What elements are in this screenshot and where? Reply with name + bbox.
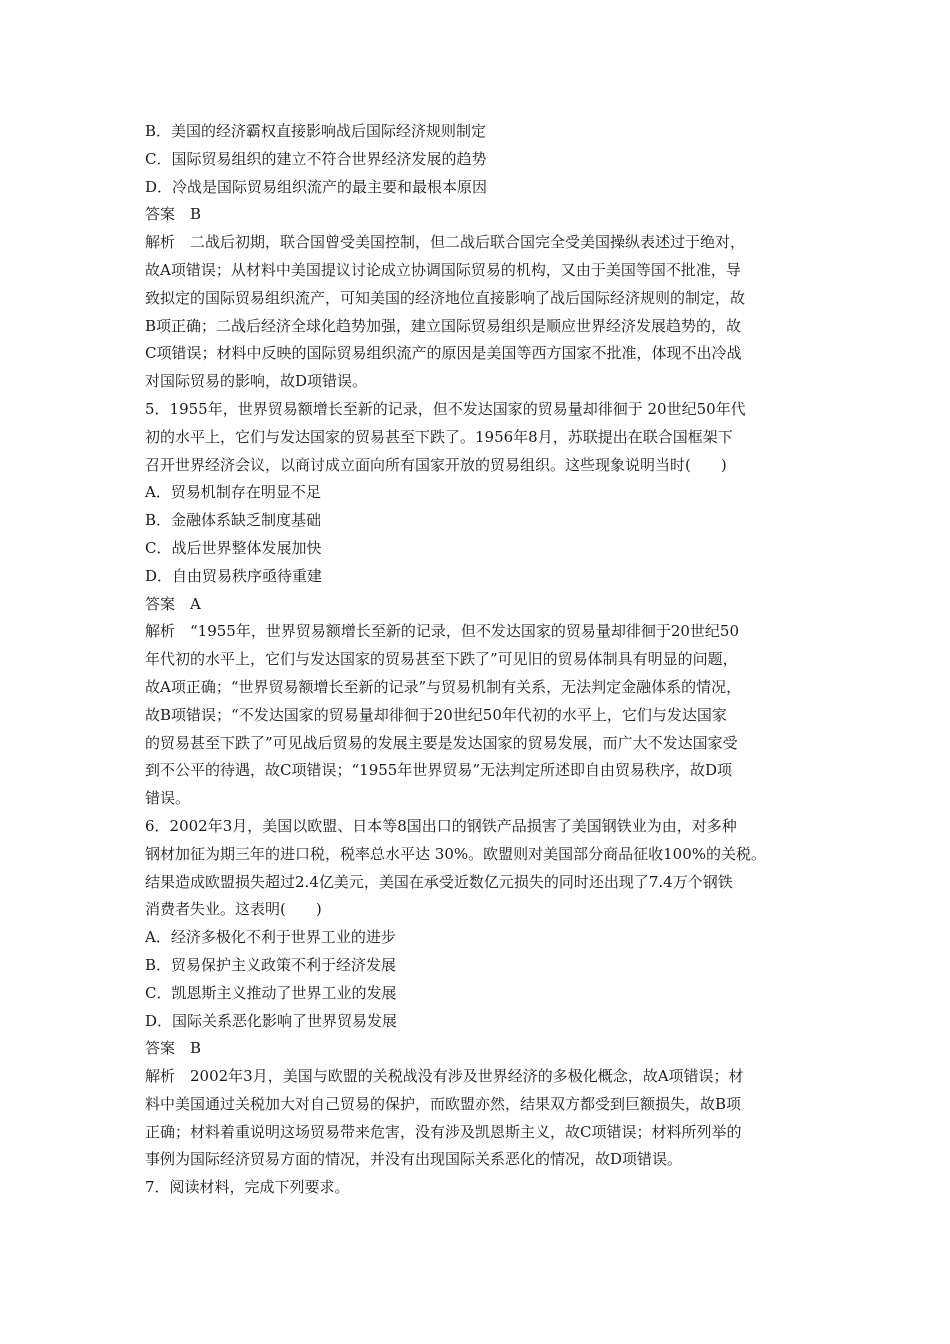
- q5-stem-line-3: 召开世界经济会议，以商讨成立面向所有国家开放的贸易组织。这些现象说明当时( ): [145, 455, 727, 474]
- q6-analysis-line-2: 料中美国通过关税加大对自己贸易的保护，而欧盟亦然，结果双方都受到巨额损失，故B项: [145, 1094, 742, 1113]
- q5-analysis-line-3: 故A项正确；“世界贸易额增长至新的记录”与贸易机制有关系，无法判定金融体系的情况，: [145, 677, 742, 696]
- q6-analysis-line-4: 事例为国际经济贸易方面的情况，并没有出现国际关系恶化的情况，故D项错误。: [145, 1150, 683, 1169]
- q6-analysis-line-3: 正确；材料着重说明这场贸易带来危害，没有涉及凯恩斯主义，故C项错误；材料所列举的: [145, 1122, 742, 1141]
- q6-option-c: C．凯恩斯主义推动了世界工业的发展: [145, 983, 397, 1002]
- q4-analysis-line-6: 对国际贸易的影响，故D项错误。: [145, 372, 368, 391]
- q4-analysis-line-3: 致拟定的国际贸易组织流产，可知美国的经济地位直接影响了战后国际经济规则的制定，故: [145, 288, 746, 307]
- q5-stem-line-2: 初的水平上，它们与发达国家的贸易甚至下跌了。1956年8月，苏联提出在联合国框架下: [145, 427, 733, 446]
- q6-stem-line-4: 消费者失业。这表明( ): [145, 900, 322, 919]
- q4-analysis-line-5: C项错误；材料中反映的国际贸易组织流产的原因是美国等西方国家不批准，体现不出冷战: [145, 344, 742, 363]
- q5-analysis-line-2: 年代初的水平上，它们与发达国家的贸易甚至下跌了”可见旧的贸易体制具有明显的问题，: [145, 650, 738, 669]
- q5-analysis-line-6: 到不公平的待遇，故C项错误；“1955年世界贸易”无法判定所述即自由贸易秩序，故D项: [145, 761, 733, 780]
- q6-stem-line-1: 6．2002年3月，美国以欧盟、日本等8国出口的钢铁产品损害了美国钢铁业为由，对多种: [145, 816, 737, 835]
- q4-option-b: B．美国的经济霸权直接影响战后国际经济规则制定: [145, 122, 487, 140]
- q6-analysis-line-1: 解析 2002年3月，美国与欧盟的关税战没有涉及世界经济的多极化概念，故A项错误；材: [145, 1067, 744, 1086]
- q4-analysis-line-2: 故A项错误；从材料中美国提议讨论成立协调国际贸易的机构，又由于美国等国不批准，导: [145, 260, 741, 279]
- q6-option-d: D．国际关系恶化影响了世界贸易发展: [145, 1011, 398, 1030]
- q6-option-b: B．贸易保护主义政策不利于经济发展: [145, 955, 397, 974]
- q4-analysis-line-1: 解析 二战后初期，联合国曾受美国控制，但二战后联合国完全受美国操纵表述过于绝对，: [145, 233, 746, 252]
- q5-option-a: A．贸易机制存在明显不足: [145, 483, 321, 502]
- q6-option-a: A．经济多极化不利于世界工业的进步: [145, 928, 396, 947]
- q6-stem-line-3: 结果造成欧盟损失超过2.4亿美元，美国在承受近数亿元损失的同时还出现了7.4万个钢铁: [145, 872, 733, 891]
- q7-stem: 7．阅读材料，完成下列要求。: [145, 1178, 350, 1197]
- q5-option-c: C．战后世界整体发展加快: [145, 538, 322, 557]
- q4-option-c: C．国际贸易组织的建立不符合世界经济发展的趋势: [145, 149, 487, 168]
- q6-answer: 答案 B: [145, 1039, 202, 1058]
- q5-stem-line-1: 5．1955年，世界贸易额增长至新的记录，但不发达国家的贸易量却徘徊于 20世纪50年代: [145, 399, 746, 418]
- q5-option-d: D．自由贸易秩序亟待重建: [145, 566, 323, 585]
- q6-stem-line-2: 钢材加征为期三年的进口税，税率总水平达 30%。欧盟则对美国部分商品征收100%的关税。: [145, 844, 766, 863]
- q5-answer: 答案 A: [145, 594, 201, 613]
- q5-analysis-line-5: 的贸易甚至下跌了”可见战后贸易的发展主要是发达国家的贸易发展，而广大不发达国家受: [145, 733, 738, 752]
- q4-option-d: D．冷战是国际贸易组织流产的最主要和最根本原因: [145, 177, 488, 196]
- q4-answer: 答案 B: [145, 205, 202, 224]
- q5-analysis-line-1: 解析 “1955年，世界贸易额增长至新的记录，但不发达国家的贸易量却徘徊于20世纪50: [145, 622, 740, 641]
- q5-option-b: B．金融体系缺乏制度基础: [145, 511, 322, 530]
- document-page: [145, 118, 817, 1202]
- q4-analysis-line-4: B项正确；二战后经济全球化趋势加强，建立国际贸易组织是顺应世界经济发展趋势的，故: [145, 316, 742, 335]
- q5-analysis-line-7: 错误。: [145, 789, 191, 808]
- q5-analysis-line-4: 故B项错误；“不发达国家的贸易量却徘徊于20世纪50年代初的水平上，它们与发达国家: [145, 705, 727, 724]
